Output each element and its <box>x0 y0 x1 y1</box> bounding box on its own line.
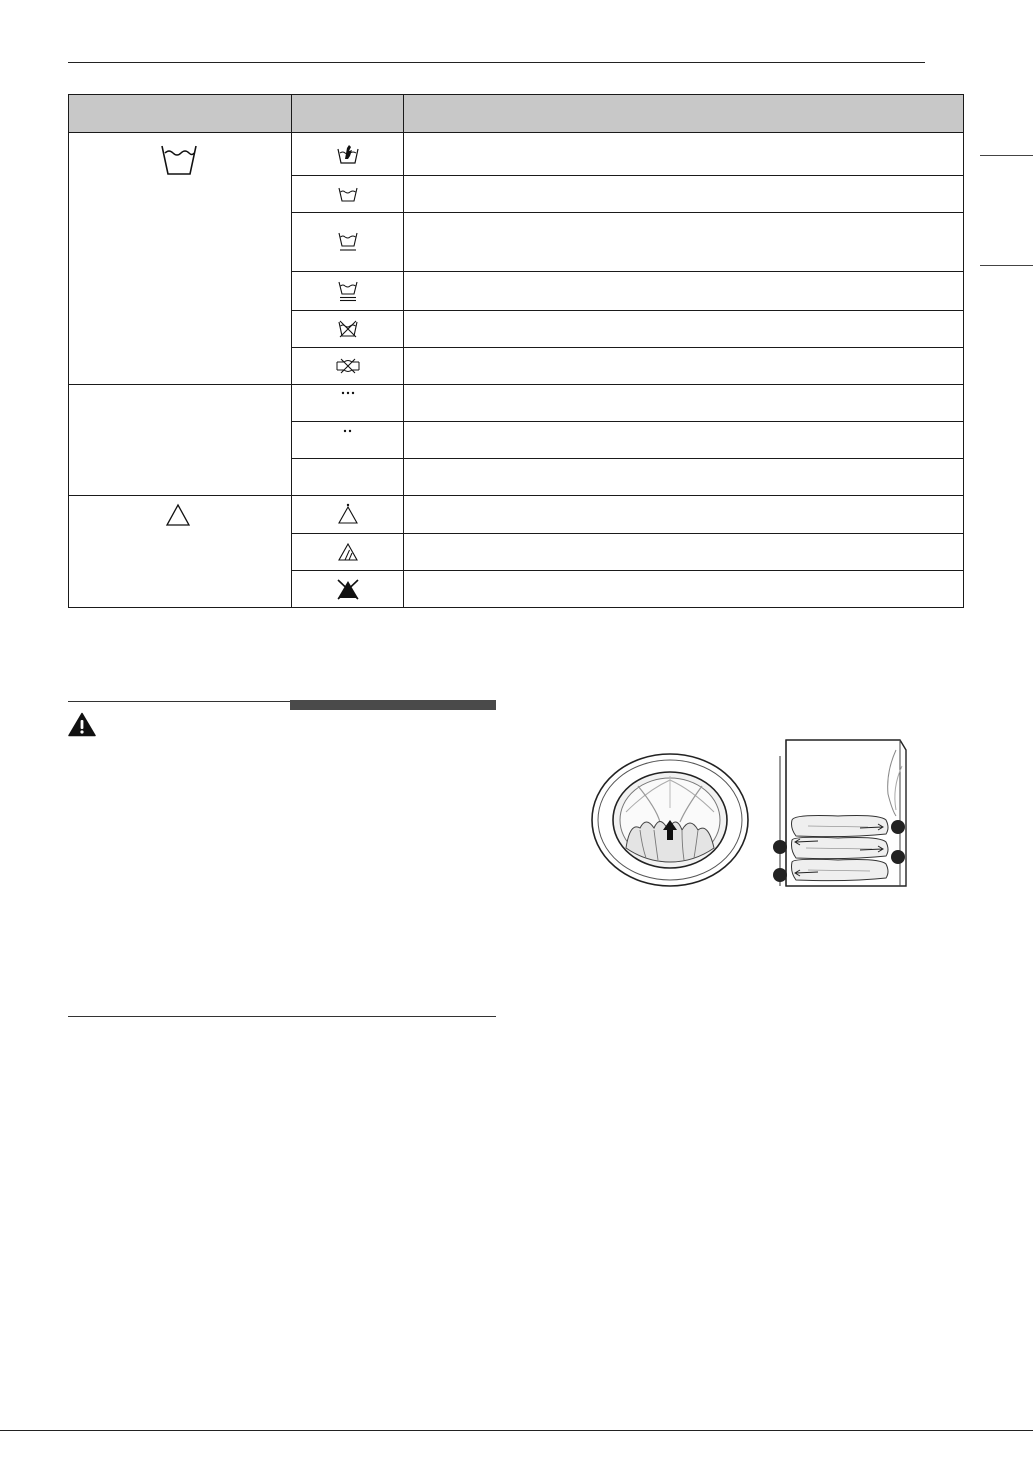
table-group-divider <box>68 384 964 385</box>
do-not-bleach-icon <box>292 571 403 607</box>
table-header-cell-symbol <box>292 94 403 132</box>
warning-rule <box>68 701 290 702</box>
table-border <box>68 607 964 608</box>
hand-wash-icon <box>292 133 403 175</box>
washtub-normal-icon <box>292 176 403 212</box>
non-chlorine-bleach-icon <box>292 534 403 570</box>
washtub-two-bars-icon <box>292 272 403 310</box>
washtub-one-bar-icon <box>292 213 403 271</box>
bottom-rule <box>0 1430 1033 1431</box>
side-tab-divider <box>980 265 1033 266</box>
three-dots-icon <box>292 385 403 421</box>
table-border <box>68 94 964 95</box>
warning-rule <box>68 1016 496 1017</box>
table-column-divider <box>403 94 404 608</box>
washtub-icon <box>156 140 202 180</box>
folded-laundry-illustration <box>768 736 910 888</box>
care-symbols-table <box>68 94 964 608</box>
table-border <box>963 94 964 608</box>
do-not-wring-icon <box>292 348 403 384</box>
warning-triangle-icon <box>68 712 96 737</box>
do-not-wash-icon <box>292 311 403 347</box>
table-header-cell-category <box>68 94 291 132</box>
table-group-divider <box>68 495 964 496</box>
table-header-cell-description <box>404 94 964 132</box>
top-rule <box>68 62 925 63</box>
drum-loading-illustration <box>590 750 750 890</box>
bleach-triangle-icon <box>292 496 403 533</box>
table-row-divider <box>68 132 964 133</box>
two-dots-icon <box>292 422 403 458</box>
warning-header-bar <box>290 700 496 710</box>
side-tab-divider <box>980 155 1033 156</box>
table-border <box>68 94 69 608</box>
bleach-triangle-icon <box>163 500 193 530</box>
